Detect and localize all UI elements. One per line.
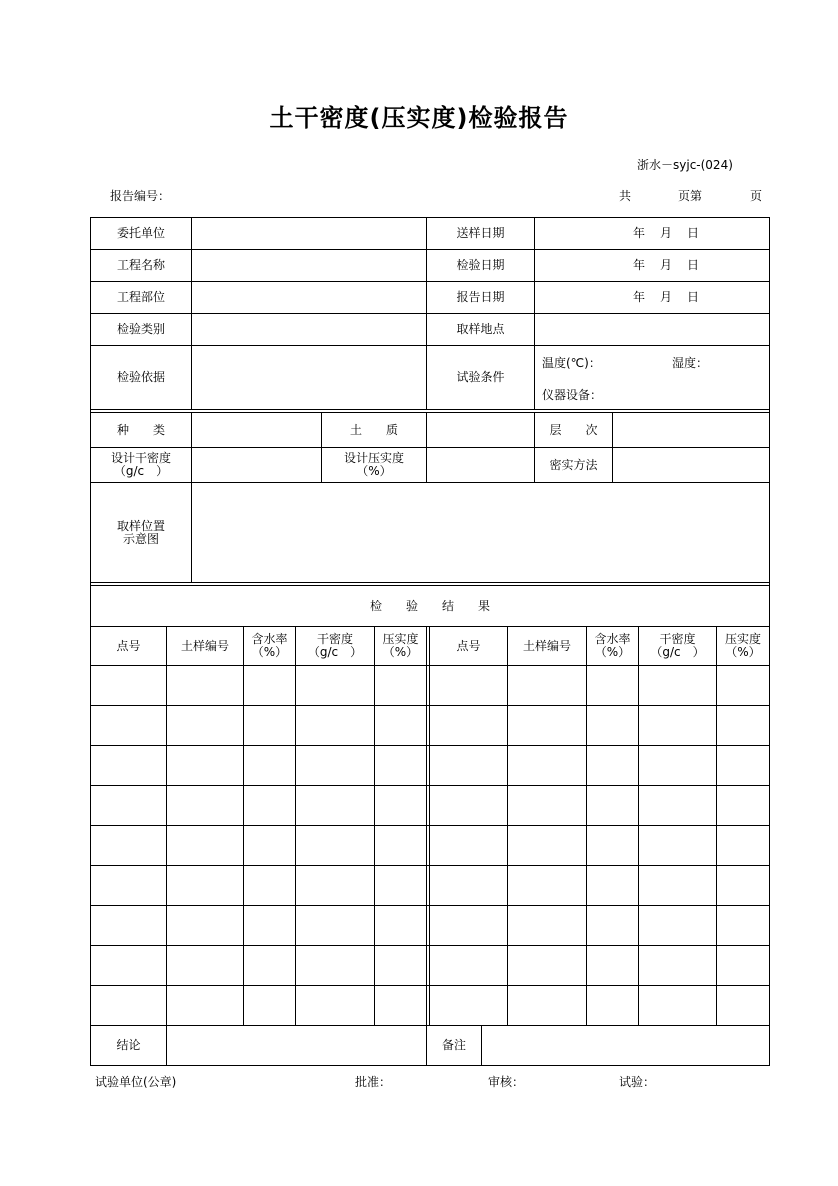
col-compaction-header: 压实度 （%） bbox=[724, 632, 761, 659]
design-compaction-label: 设计压实度 （%） bbox=[343, 451, 404, 478]
month-label: 月 bbox=[660, 290, 673, 304]
soil-kind-label: 种 类 bbox=[116, 422, 165, 437]
sample-position-diagram-area[interactable] bbox=[192, 483, 769, 582]
year-label: 年 bbox=[633, 290, 646, 304]
design-density-label: 设计干密度 （g/c ） bbox=[110, 451, 171, 478]
compaction-method-label: 密实方法 bbox=[549, 457, 598, 472]
col-density-header: 干密度 （g/c ） bbox=[307, 632, 363, 659]
entrust-unit-field[interactable] bbox=[192, 218, 426, 249]
design-density-field[interactable] bbox=[192, 448, 321, 482]
soil-kind-field[interactable] bbox=[192, 413, 321, 447]
temperature-label: 温度(℃)： bbox=[542, 356, 601, 370]
month-label: 月 bbox=[660, 226, 673, 240]
report-date-field[interactable] bbox=[535, 282, 769, 313]
col-sample-header: 土样编号 bbox=[522, 638, 571, 653]
test-date-label: 检验日期 bbox=[456, 258, 505, 272]
results-header: 检 验 结 果 bbox=[369, 598, 490, 613]
review-label: 审核： bbox=[488, 1075, 525, 1089]
project-name-label: 工程名称 bbox=[116, 258, 165, 272]
page-title: 土干密度(压实度)检验报告 bbox=[269, 104, 569, 132]
design-compaction-field[interactable] bbox=[427, 448, 534, 482]
humidity-label: 湿度： bbox=[672, 356, 709, 370]
test-condition-label: 试验条件 bbox=[456, 370, 505, 384]
sample-position-label: 取样位置 示意图 bbox=[116, 518, 165, 546]
day-label: 日 bbox=[687, 226, 700, 240]
approve-label: 批准： bbox=[355, 1075, 392, 1089]
page-label: 页 bbox=[750, 189, 763, 203]
soil-quality-label: 土 质 bbox=[349, 422, 398, 437]
conclusion-field[interactable] bbox=[167, 1026, 426, 1065]
col-density-header: 干密度 （g/c ） bbox=[650, 632, 705, 659]
results-data-rows[interactable] bbox=[91, 666, 769, 1025]
form-code: 浙水－syjc-(024) bbox=[637, 158, 733, 172]
col-point-header: 点号 bbox=[116, 638, 141, 653]
conclusion-label: 结论 bbox=[116, 1038, 141, 1052]
remarks-field[interactable] bbox=[482, 1026, 769, 1065]
col-moisture-header: 含水率 （%） bbox=[251, 632, 288, 659]
col-sample-header: 土样编号 bbox=[180, 638, 229, 653]
year-label: 年 bbox=[633, 258, 646, 272]
day-label: 日 bbox=[687, 290, 700, 304]
report-date-label: 报告日期 bbox=[456, 290, 505, 304]
send-date-field[interactable] bbox=[535, 218, 769, 249]
remarks-label: 备注 bbox=[441, 1038, 466, 1052]
project-part-label: 工程部位 bbox=[116, 290, 165, 304]
test-basis-field[interactable] bbox=[192, 346, 426, 409]
col-point-header: 点号 bbox=[456, 638, 481, 653]
project-part-field[interactable] bbox=[192, 282, 426, 313]
test-category-label: 检验类别 bbox=[116, 322, 165, 336]
col-moisture-header: 含水率 （%） bbox=[594, 632, 631, 659]
test-date-field[interactable] bbox=[535, 250, 769, 281]
page-of-label: 页第 bbox=[678, 189, 703, 203]
send-date-label: 送样日期 bbox=[456, 226, 505, 240]
tester-label: 试验： bbox=[619, 1075, 656, 1089]
soil-quality-field[interactable] bbox=[427, 413, 534, 447]
project-name-field[interactable] bbox=[192, 250, 426, 281]
year-label: 年 bbox=[633, 226, 646, 240]
test-basis-label: 检验依据 bbox=[116, 370, 165, 384]
col-compaction-header: 压实度 （%） bbox=[382, 632, 419, 659]
month-label: 月 bbox=[660, 258, 673, 272]
compaction-method-field[interactable] bbox=[613, 448, 769, 482]
layer-field[interactable] bbox=[613, 413, 769, 447]
page-total-label: 共 bbox=[619, 189, 632, 203]
sample-place-label: 取样地点 bbox=[456, 322, 505, 336]
layer-label: 层 次 bbox=[549, 422, 598, 437]
sample-place-field[interactable] bbox=[535, 314, 769, 345]
entrust-unit-label: 委托单位 bbox=[116, 226, 165, 240]
equipment-label: 仪器设备： bbox=[542, 388, 603, 402]
report-number-label: 报告编号： bbox=[110, 189, 171, 203]
test-category-field[interactable] bbox=[192, 314, 426, 345]
day-label: 日 bbox=[687, 258, 700, 272]
test-unit-label: 试验单位(公章) bbox=[95, 1075, 177, 1089]
